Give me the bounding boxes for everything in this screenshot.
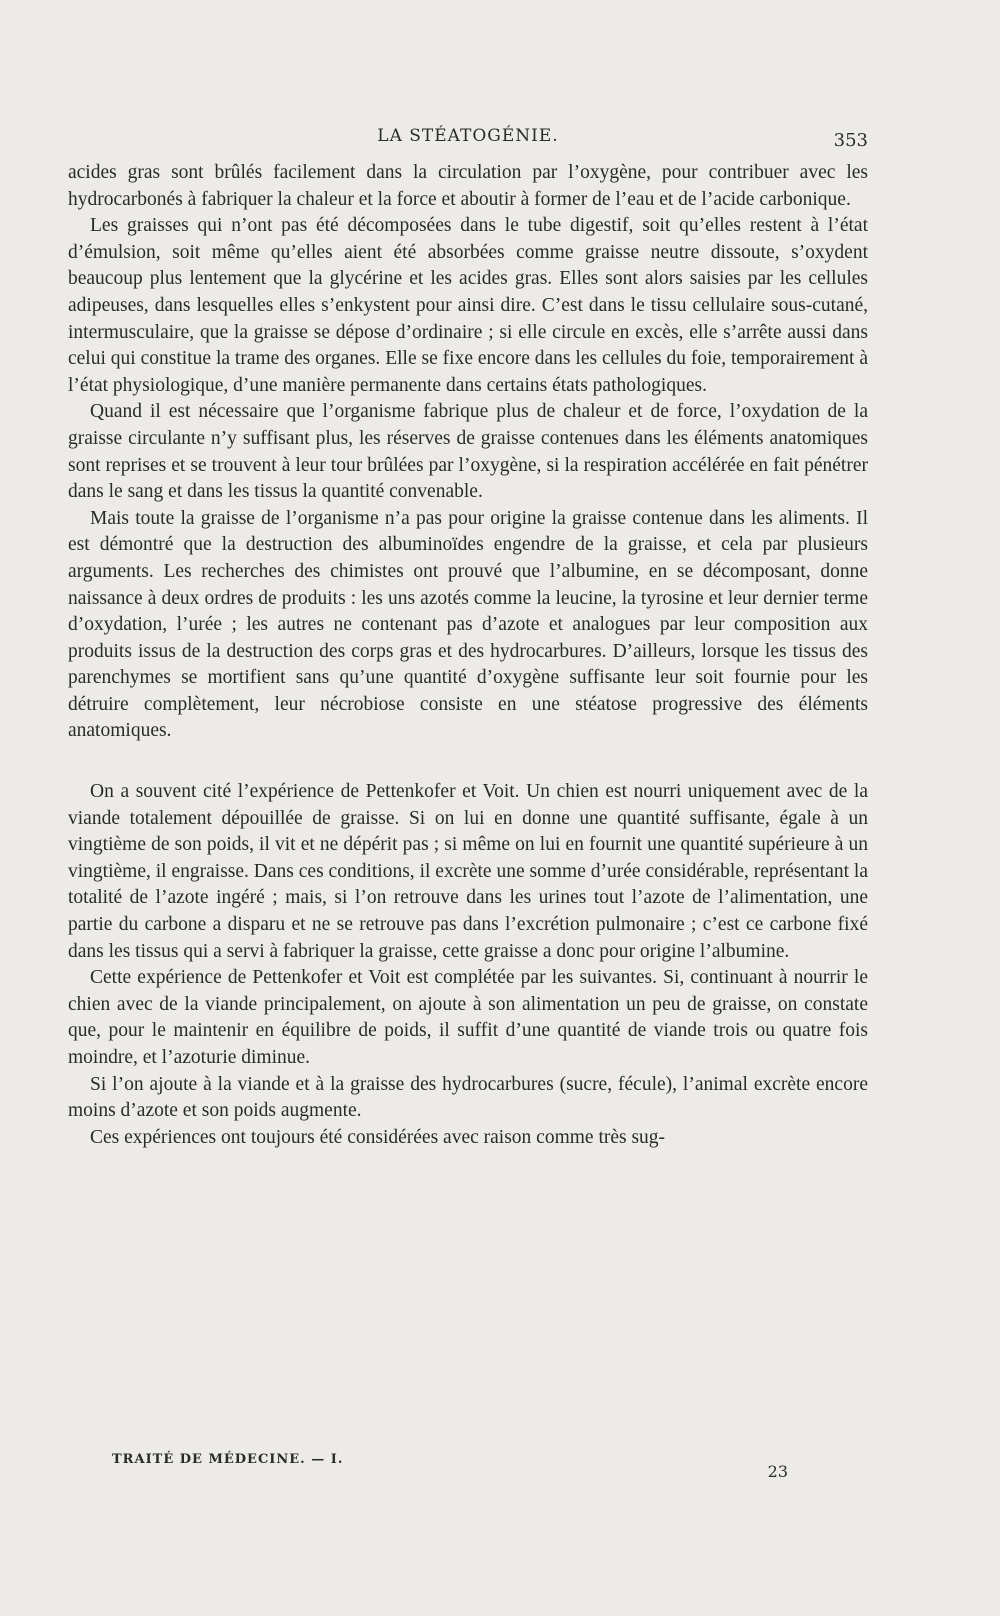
paragraph: Les graisses qui n’ont pas été décomposées dans le tube digestif, soit qu’elles restent à l’état d’émulsion, soit même qu’elles aient été absorbées comme graisse neutre dissoute, s’oxydent beaucoup plus lentement que la glycérine et les acides gras. Elles sont alors saisies par les cellules adipeuses, dans lesquelles elles s’enkystent pour ainsi dire. C’est dans le tissu cellulaire sous-cutané, intermusculaire, que la graisse se dépose d’ordinaire ; si elle circule en excès, elle s’arrête aussi dans celui qui constitue la trame des organes. Elle se fixe encore dans les cellules du foie, temporairement à l’état physiologique, d’une manière permanente dans certains états pathologiques. — [68, 215, 868, 396]
page-number: 353 — [833, 130, 868, 151]
body-text — [68, 160, 868, 1151]
book-signature: TRAITÉ DE MÉDECINE. — I. — [112, 1452, 344, 1467]
running-title: LA STÉATOGÉNIE. — [377, 126, 559, 146]
paragraph: Ces expériences ont toujours été considérées avec raison comme très sug- — [90, 1126, 666, 1148]
paragraph: Mais toute la graisse de l’organisme n’a pas pour origine la graisse contenue dans les aliments. Il est démontré que la destruction des albuminoïdes engendre de la graisse, et cela par plusieurs arguments. Les recherches des chimistes ont prouvé que l’albumine, en se décomposant, donne naissance à deux ordres de produits : les uns azotés comme la leucine, la tyrosine et leur dernier terme d’oxydation, l’urée ; les autres ne contenant pas d’azote et analogues par leur composition aux produits issus de la destruction des corps gras et des hydrocarbures. D’ailleurs, lorsque les tissus des parenchymes se mortifient sans qu’une quantité d’oxygène suffisante leur soit fournie pour les détruire complètement, leur nécrobiose consiste en une stéatose progressive des éléments anatomiques. — [68, 507, 868, 742]
paragraph: Quand il est nécessaire que l’organisme fabrique plus de chaleur et de force, l’oxydation de la graisse circulante n’y suffisant plus, les réserves de graisse contenues dans les éléments anatomiques sont reprises et se trouvent à leur tour brûlées par l’oxygène, si la respiration accélérée en fait pénétrer dans le sang et dans les tissus la quantité convenable. — [68, 401, 868, 503]
paragraph: On a souvent cité l’expérience de Pettenkofer et Voit. Un chien est nourri uniquement avec de la viande totalement dépouillée de graisse. Si on lui en donne une quantité suffisante, égale à un vingtième de son poids, il vit et ne dépérit pas ; si même on lui en fournit une quantité supérieure à un vingtième, il engraisse. Dans ces conditions, il excrète une somme d’urée considérable, représentant la totalité de l’azote ingéré ; mais, si l’on retrouve dans les urines tout l’azote de l’alimentation, une partie du carbone a disparu et ne se retrouve pas dans l’excrétion pulmonaire ; c’est ce carbone fixé dans les tissus qui a servi à fabriquer la graisse, cette graisse a donc pour origine l’albumine. — [68, 781, 868, 962]
page-footer — [112, 1452, 788, 1482]
paragraph-continuation: acides gras sont brûlés facilement dans la circulation par l’oxygène, pour contribuer avec les hydrocarbonés à fabriquer la chaleur et la force et aboutir à former de l’eau et de l’acide carbonique. — [68, 162, 868, 210]
paragraph: Cette expérience de Pettenkofer et Voit est complétée par les suivantes. Si, continuant à nourrir le chien avec de la viande principalement, on ajoute à son alimentation un peu de graisse, on constate que, pour le maintenir en équilibre de poids, il suffit d’une quantité de viande trois ou quatre fois moindre, et l’azoturie diminue. — [68, 967, 868, 1068]
paragraph: Si l’on ajoute à la viande et à la graisse des hydrocarbures (sucre, fécule), l’animal excrète encore moins d’azote et son poids augmente. — [68, 1073, 868, 1122]
sheet-number: 23 — [767, 1462, 788, 1481]
page-header — [68, 126, 868, 152]
